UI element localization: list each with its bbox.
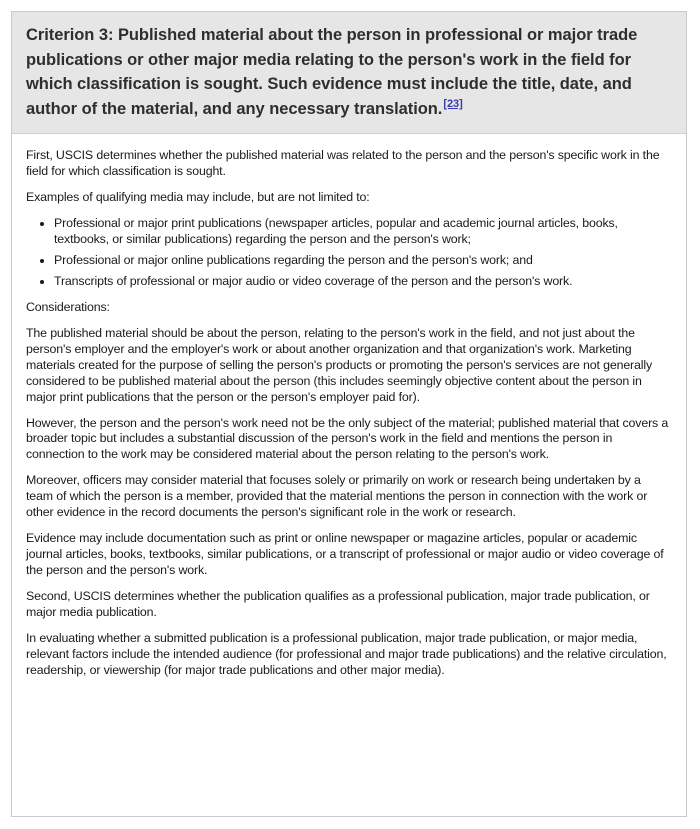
considerations-paragraph: Evidence may include documentation such as print or online newspaper or magazine articles, popular or academic journal articles, books, textbooks, similar publications, or a transcript of professional or major audio or video coverage of the person and the person's work. (26, 531, 664, 577)
criterion-body (12, 134, 686, 678)
criterion-panel (11, 11, 687, 817)
considerations-paragraph: However, the person and the person's work need not be the only subject of the material; published material that covers a broader topic but includes a substantial discussion of the person's work in the field and mentions the person in connection to the work may be considered material about the person relating to the person's work. (26, 415, 669, 462)
list-item: • Professional or major print publications (newspaper articles, popular and academic journal articles, books, textbooks, or similar publications) regarding the person and the person's work; (54, 216, 670, 248)
considerations-paragraph: The published material should be about the person, relating to the person's work in the field, and not just about the person's employer and the employer's work or about another organization and that organization's work. Marketing materials created for the purpose of selling the person's products or promoting the person's services are not generally considered to be published material about the person (this includes seemingly objective content about the person in major print publications that the person or the person's employer paid for). (26, 326, 653, 404)
list-item: • Professional or major online publications regarding the person and the person's work; and (54, 253, 670, 269)
criterion-header (12, 12, 686, 134)
considerations-paragraph: Moreover, officers may consider material that focuses solely or primarily on work or research being undertaken by a team of which the person is a member, provided that the material mentions the person in connection with the work or other evidence in the record documents the person's significant role in the work or research. (26, 473, 648, 520)
intro-paragraph: First, USCIS determines whether the published material was related to the person and the person's specific work in the field for which classification is sought. (26, 148, 660, 178)
evaluating-paragraph: In evaluating whether a submitted publication is a professional publication, major trade publication, or major media, relevant factors include the intended audience (for professional and major trade publications) and the relative circulation, readership, or viewership (for major trade publications and other major media). (26, 631, 667, 677)
list-item: • Transcripts of professional or major audio or video coverage of the person and the person's work. (54, 274, 670, 290)
examples-list (26, 216, 670, 290)
criterion-title (26, 23, 672, 121)
criterion-title-text: Criterion 3: Published material about the person in professional or major trade publications or other major media relating to the person's work in the field for which classification is sought. Such evidence must include the title, date, and author of the material, and any necessary translation. (26, 26, 638, 118)
second-paragraph: Second, USCIS determines whether the publication qualifies as a professional publication, major trade publication, or major media publication. (26, 589, 650, 619)
examples-lead: Examples of qualifying media may include, but are not limited to: (26, 189, 370, 204)
footnote-link[interactable]: [23] (443, 98, 463, 110)
considerations-label: Considerations: (26, 300, 110, 315)
